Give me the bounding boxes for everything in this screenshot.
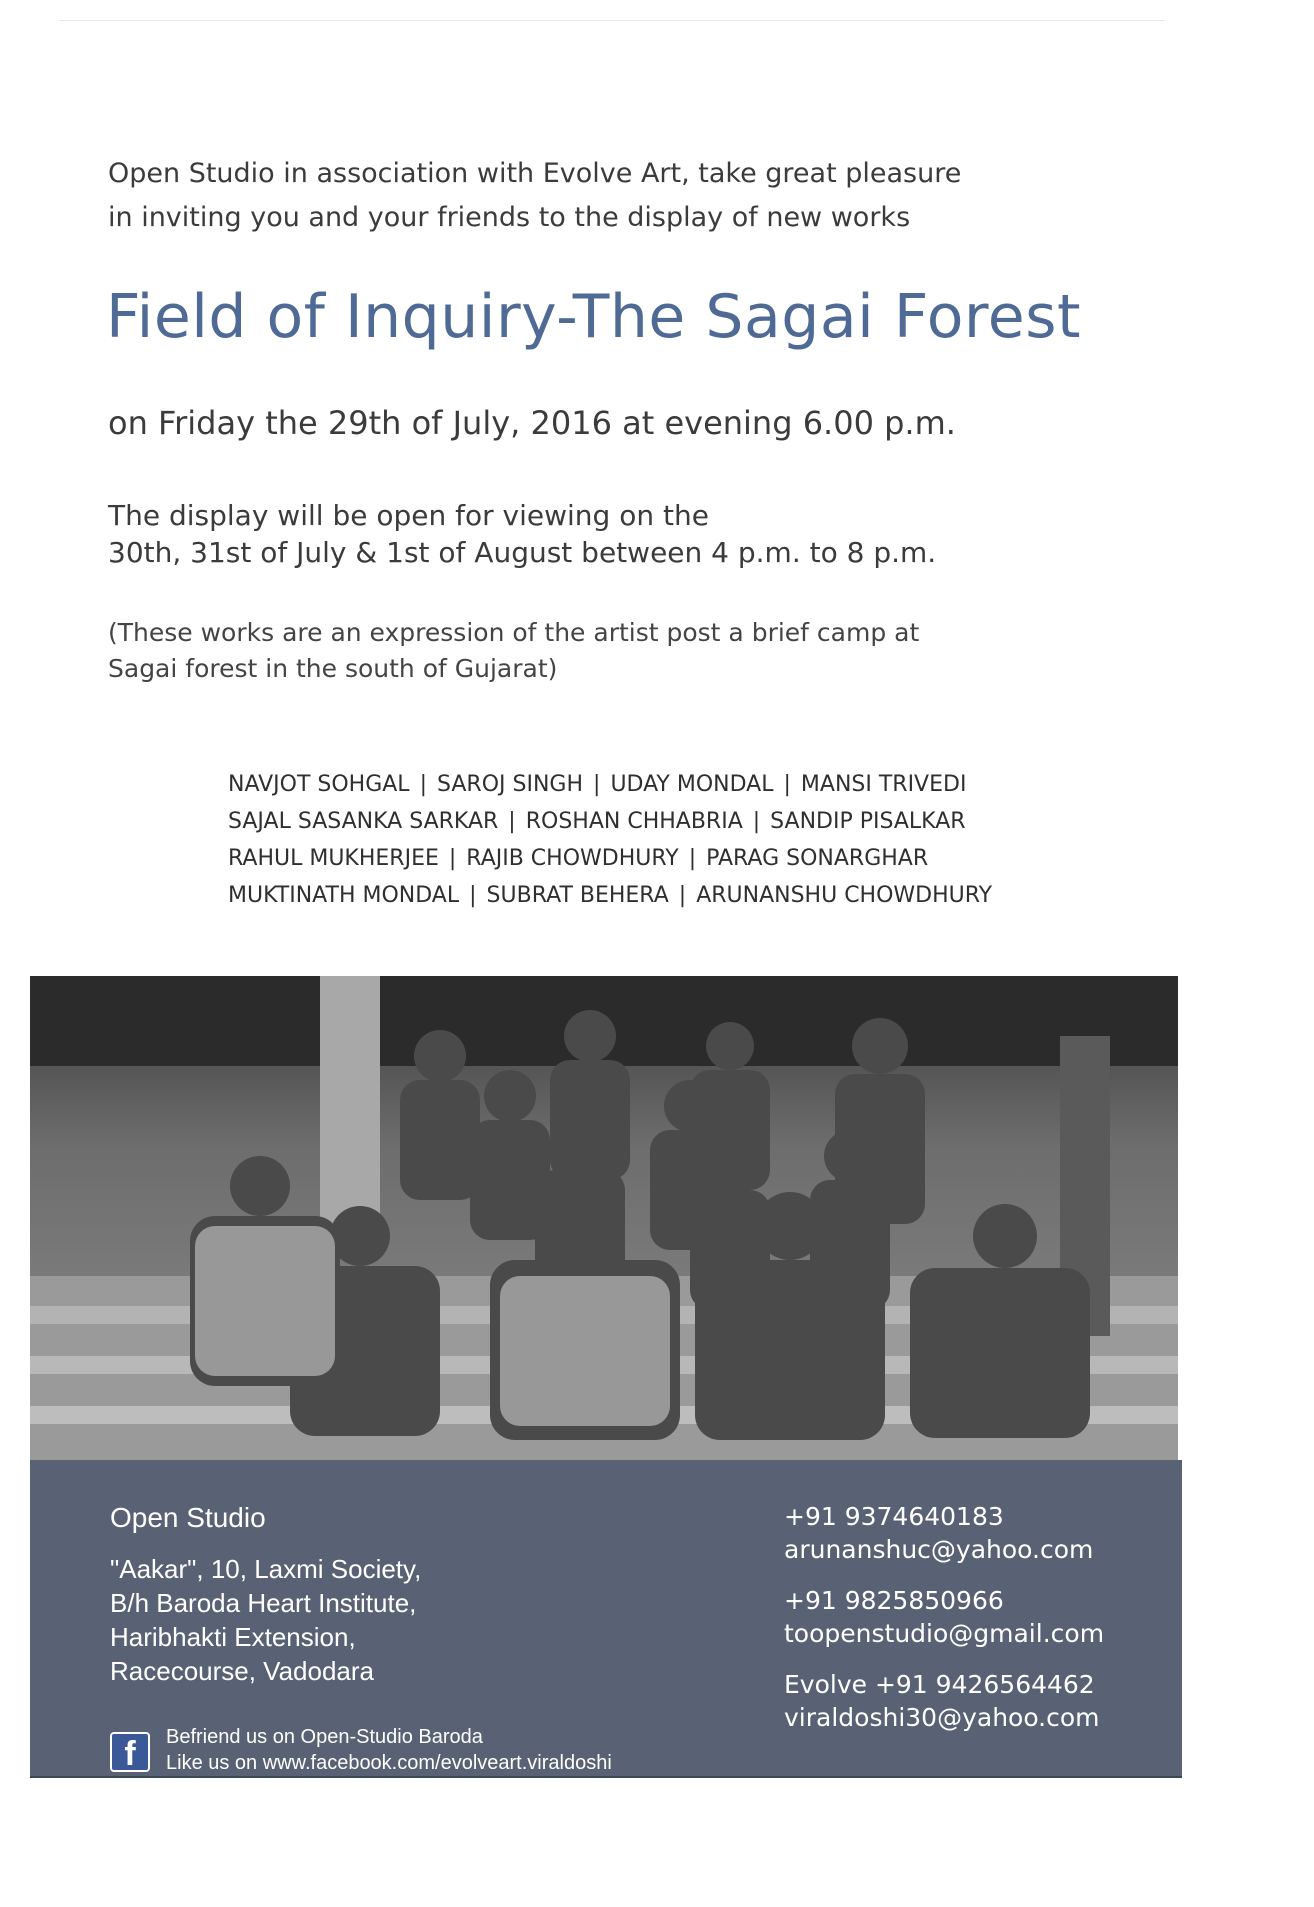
opening-date: on Friday the 29th of July, 2016 at evening 6.00 p.m. — [108, 404, 956, 442]
address-line: Racecourse, Vadodara — [110, 1656, 375, 1686]
note-line-2: Sagai forest in the south of Gujarat) — [108, 654, 558, 683]
artist-name: NAVJOT SOHGAL — [228, 772, 410, 797]
viewing-line-1: The display will be open for viewing on the — [108, 499, 709, 532]
facebook-icon: f — [110, 1732, 150, 1772]
intro-line-1: Open Studio in association with Evolve Art, take great pleasure — [108, 158, 962, 189]
address-block — [110, 1552, 421, 1688]
artist-separator: | — [508, 809, 516, 834]
artist-row — [228, 877, 993, 914]
artist-row — [228, 766, 988, 803]
contact-phone: +91 9374640183 — [784, 1502, 1004, 1531]
address-line: "Aakar", 10, Laxmi Society, — [110, 1554, 422, 1584]
artist-name: ROSHAN CHHABRIA — [525, 809, 743, 834]
group-photo-illustration — [30, 976, 1178, 1460]
artist-separator: | — [688, 846, 697, 871]
facebook-block — [110, 1724, 612, 1776]
artist-name: RAJIB CHOWDHURY — [466, 846, 679, 871]
intro-text — [108, 152, 1068, 240]
artist-list — [228, 766, 993, 914]
exhibition-note — [108, 615, 919, 687]
facebook-link[interactable]: Like us on www.facebook.com/evolveart.viraldoshi — [166, 1752, 612, 1774]
artist-row — [228, 803, 988, 840]
artist-separator: | — [752, 809, 761, 834]
scan-edge-line — [60, 20, 1164, 21]
contact-email[interactable]: viraldoshi30@yahoo.com — [784, 1703, 1100, 1732]
contact-list — [784, 1500, 1104, 1752]
artist-name: UDAY MONDAL — [610, 772, 774, 797]
contact-email[interactable]: toopenstudio@gmail.com — [784, 1619, 1105, 1648]
note-line-1: (These works are an expression of the artist post a brief camp at — [108, 618, 920, 647]
artist-name: SAROJ SINGH — [437, 772, 584, 797]
artist-name: SUBRAT BEHERA — [486, 883, 669, 908]
contact-email[interactable]: arunanshuc@yahoo.com — [784, 1535, 1094, 1564]
contact-entry — [784, 1584, 1104, 1650]
contact-phone: +91 9825850966 — [784, 1586, 1004, 1615]
artist-separator: | — [448, 846, 457, 871]
artist-name: PARAG SONARGHAR — [706, 846, 929, 871]
facebook-text — [166, 1724, 612, 1776]
artist-name: ARUNANSHU CHOWDHURY — [696, 883, 993, 908]
viewing-hours — [108, 497, 936, 571]
exhibition-title: Field of Inquiry-The Sagai Forest — [106, 282, 1081, 352]
address-line: Haribhakti Extension, — [110, 1622, 356, 1652]
contact-entry — [784, 1500, 1104, 1566]
group-photo — [30, 976, 1178, 1460]
organization-name: Open Studio — [110, 1502, 266, 1533]
contact-entry — [784, 1668, 1104, 1734]
footer-contact-panel — [30, 1460, 1182, 1778]
artist-name: MUKTINATH MONDAL — [228, 883, 460, 908]
artist-name: RAHUL MUKHERJEE — [228, 846, 439, 871]
artist-separator: | — [593, 772, 601, 797]
artist-separator: | — [419, 772, 427, 797]
artist-name: MANSI TRIVEDI — [800, 772, 967, 797]
viewing-line-2: 30th, 31st of July & 1st of August between 4 p.m. to 8 p.m. — [108, 536, 937, 569]
artist-row — [228, 840, 988, 877]
artist-separator: | — [469, 883, 477, 908]
address-line: B/h Baroda Heart Institute, — [110, 1588, 417, 1618]
artist-name: SAJAL SASANKA SARKAR — [228, 809, 499, 834]
artist-name: SANDIP PISALKAR — [770, 809, 966, 834]
contact-phone: Evolve +91 9426564462 — [784, 1670, 1095, 1699]
facebook-line-1: Befriend us on Open-Studio Baroda — [166, 1726, 483, 1748]
intro-line-2: in inviting you and your friends to the display of new works — [108, 202, 911, 233]
artist-separator: | — [678, 883, 687, 908]
artist-separator: | — [783, 772, 791, 797]
